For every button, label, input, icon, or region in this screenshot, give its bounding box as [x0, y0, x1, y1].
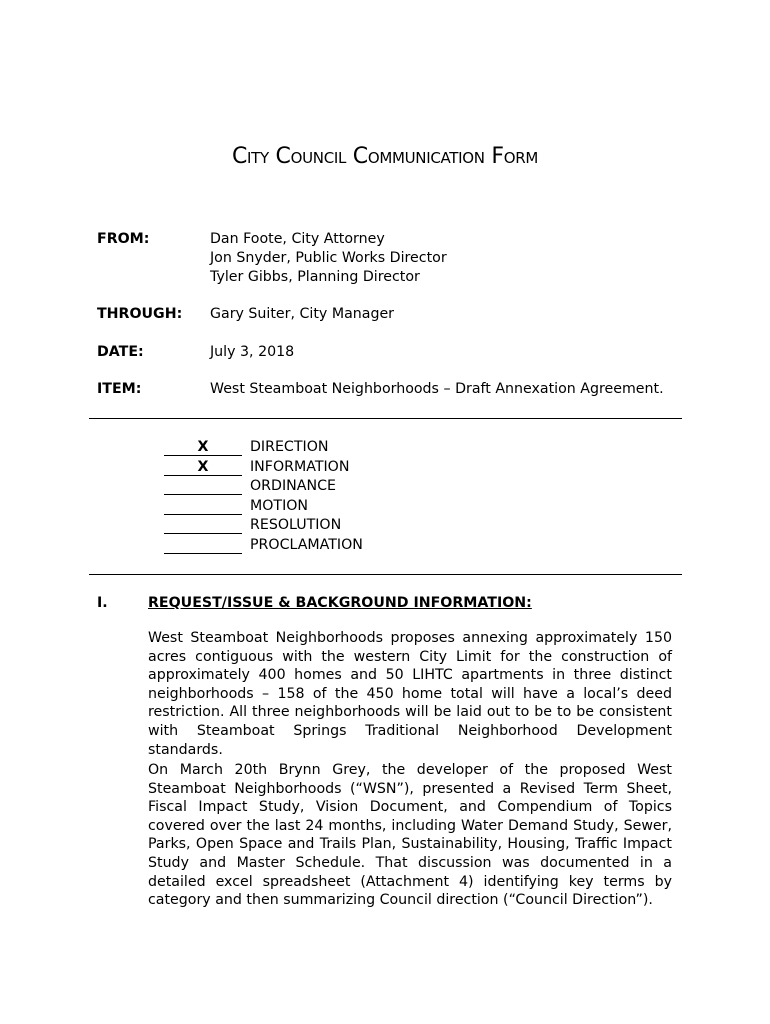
check-mark: X [164, 459, 242, 476]
through-value: Gary Suiter, City Manager [210, 306, 395, 322]
check-mark [164, 498, 242, 515]
check-label: ORDINANCE [250, 478, 336, 494]
section-number: I. [97, 595, 108, 611]
divider [89, 574, 682, 575]
from-line: Tyler Gibbs, Planning Director [210, 269, 420, 285]
check-mark: X [164, 439, 242, 456]
body-paragraph: On March 20th Brynn Grey, the developer of the proposed West Steamboat Neighborhoods (“WSN”), presented a Revised Term Sheet, Fiscal Impact Study, Vision Document, and Compendium of Topics covered over the last 24 months, including Water Demand Study, Sewer, Parks, Open Space and Trails Plan, Sustainability, Housing, Traffic Impact Study and Master Schedule. That discussion was documented in a detailed excel spreadsheet (Attachment 4) identifying key terms by category and then summarizing Council direction (“Council Direction”). [148, 762, 672, 909]
date-label: DATE: [97, 344, 144, 360]
check-label: DIRECTION [250, 439, 329, 455]
check-mark [164, 537, 242, 554]
check-label: RESOLUTION [250, 517, 342, 533]
check-mark [164, 478, 242, 495]
section-heading: REQUEST/ISSUE & BACKGROUND INFORMATION: [148, 595, 532, 611]
body-paragraph: West Steamboat Neighborhoods proposes annexing approximately 150 acres contiguous with the western City Limit for the construction of approximately 400 homes and 50 LIHTC apartments in three distinct neighborhoods – 158 of the 450 home total will have a local’s deed restriction. All three neighborhoods will be laid out to be to be consistent with Steamboat Springs Traditional Neighborhood Development standards. [148, 630, 672, 758]
page-title: City Council Communication Form [231, 144, 539, 169]
from-value [210, 230, 447, 287]
check-mark [164, 517, 242, 534]
through-label: THROUGH: [97, 306, 183, 322]
item-label: ITEM: [97, 381, 142, 397]
check-label: INFORMATION [250, 458, 350, 475]
date-value: July 3, 2018 [210, 344, 295, 360]
check-label: MOTION [250, 497, 309, 514]
from-line: Dan Foote, City Attorney [210, 231, 385, 247]
from-label: FROM: [97, 231, 150, 247]
check-label: PROCLAMATION [250, 536, 363, 553]
divider [89, 418, 682, 419]
item-value: West Steamboat Neighborhoods – Draft Annexation Agreement. [210, 381, 664, 397]
from-line: Jon Snyder, Public Works Director [210, 250, 447, 266]
